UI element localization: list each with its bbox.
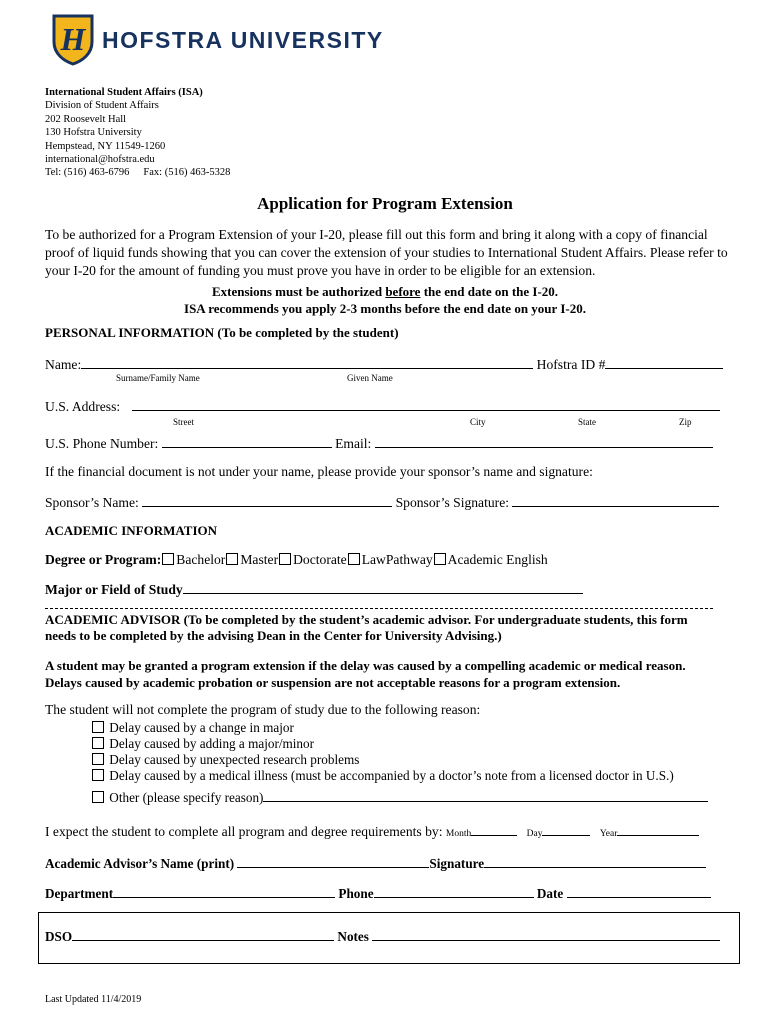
reason-label: Delay caused by unexpected research problems [109, 752, 360, 767]
signature-field[interactable] [484, 855, 706, 868]
advisor-name-row [45, 855, 706, 872]
checkbox-academic-english[interactable] [434, 553, 446, 565]
section-divider [45, 608, 713, 609]
name-field[interactable] [81, 356, 533, 369]
checkbox-reason-major-change[interactable] [92, 721, 104, 733]
surname-sublabel: Surname/Family Name [116, 373, 200, 383]
sponsor-signature-label: Sponsor’s Signature: [395, 495, 510, 510]
checkbox-reason-other[interactable] [92, 791, 104, 803]
advisor-name-field[interactable] [237, 855, 429, 868]
zip-sublabel: Zip [679, 417, 692, 427]
office-email: international@hofstra.edu [45, 154, 155, 166]
reason-label: Delay caused by a change in major [109, 720, 294, 735]
checkbox-doctorate[interactable] [279, 553, 291, 565]
extension-notice [0, 284, 770, 300]
sponsor-name-label: Sponsor’s Name: [45, 495, 139, 510]
option-label: Pathway [385, 552, 433, 567]
expected-completion-row [45, 823, 699, 840]
state-sublabel: State [578, 417, 596, 427]
svg-text:H: H [60, 21, 86, 57]
degree-row [45, 552, 548, 568]
year-label: Year [599, 829, 618, 839]
office-phone-fax [45, 166, 230, 179]
major-label: Major or Field of Study [45, 582, 183, 597]
phone-label: U.S. Phone Number: [45, 436, 159, 451]
form-title: Application for Program Extension [257, 194, 513, 213]
option-label: Doctorate [293, 552, 347, 567]
option-label: Academic English [447, 552, 548, 567]
option-label: Bachelor [176, 552, 226, 567]
date-field[interactable] [567, 885, 711, 898]
office-name: International Student Affairs (ISA) [45, 87, 203, 98]
advisor-heading: ACADEMIC ADVISOR (To be completed by the student’s academic advisor. For undergraduate students, this form needs to be completed by the advising Dean in the Center for University Advising.) [45, 612, 688, 643]
department-row [45, 885, 711, 902]
checkbox-reason-add-major[interactable] [92, 737, 104, 749]
signature-label: Signature [429, 856, 485, 871]
reason-label: Delay caused by adding a major/minor [109, 736, 315, 751]
checkbox-reason-medical[interactable] [92, 769, 104, 781]
year-field[interactable] [617, 823, 699, 836]
reason-label: Other (please specify reason) [109, 790, 264, 805]
address-label: U.S. Address: [45, 399, 121, 414]
notice-text: the end date on the I-20. [420, 284, 559, 299]
address-line: Hempstead, NY 11549-1260 [45, 140, 166, 152]
intro-paragraph: To be authorized for a Program Extension of your I-20, please fill out this form and bring it along with a copy of financial proof of liquid funds showing that you can cover the extension of your studies to International Student Affairs. Please refer to your I-20 for the amount of funding you must prove you have in order to be eligible for an extension. [45, 227, 728, 278]
sponsor-note: If the financial document is not under your name, please provide your sponsor’s name and signature: [45, 464, 593, 479]
checkbox-law[interactable] [348, 553, 360, 565]
personal-info-heading: PERSONAL INFORMATION (To be completed by the student) [45, 325, 399, 340]
given-name-sublabel: Given Name [347, 373, 393, 383]
dso-notes-row [45, 928, 720, 945]
sponsor-name-field[interactable] [142, 494, 392, 507]
university-logo [50, 14, 384, 66]
phone-field[interactable] [162, 435, 332, 448]
major-row [45, 581, 583, 598]
day-field[interactable] [542, 823, 590, 836]
day-label: Day [526, 829, 543, 839]
advisor-name-label: Academic Advisor’s Name (print) [45, 856, 235, 871]
shield-logo-icon [50, 14, 96, 66]
phone-label: Phone [338, 886, 374, 901]
email-label: Email: [335, 436, 372, 451]
notes-field[interactable] [372, 928, 720, 941]
notice-emphasis: before [385, 284, 421, 299]
address-field[interactable] [132, 398, 720, 411]
dso-field[interactable] [72, 928, 334, 941]
checkbox-reason-research[interactable] [92, 753, 104, 765]
notes-label: Notes [337, 929, 369, 944]
month-field[interactable] [471, 823, 517, 836]
policy-text: A student may be granted a program extension if the delay was caused by a compelling academic or medical reason. Delays caused by academic probation or suspension are not acceptable reasons for a program extension. [45, 658, 686, 690]
last-updated: Last Updated 11/4/2019 [45, 994, 142, 1005]
checkbox-bachelor[interactable] [162, 553, 174, 565]
hofstra-id-field[interactable] [605, 356, 723, 369]
office-tel: Tel: (516) 463-6796 [45, 167, 130, 179]
street-sublabel: Street [173, 417, 194, 427]
option-label: Law [361, 552, 386, 567]
degree-label: Degree or Program: [45, 552, 162, 567]
reason-item [91, 752, 708, 768]
reason-label: Delay caused by a medical illness (must be accompanied by a doctor’s note from a licensed doctor in U.S.) [109, 768, 674, 783]
division: Division of Student Affairs [45, 100, 159, 112]
city-sublabel: City [470, 417, 486, 427]
phone-email-row [45, 435, 713, 452]
university-name: HOFSTRA UNIVERSITY [102, 26, 384, 53]
academic-info-heading: ACADEMIC INFORMATION [45, 523, 218, 538]
address-line: 130 Hofstra University [45, 127, 142, 139]
address-line: 202 Roosevelt Hall [45, 113, 127, 125]
recommendation-notice: ISA recommends you apply 2-3 months before the end date on your I-20. [184, 301, 586, 316]
department-field[interactable] [113, 885, 335, 898]
name-label: Name: [45, 357, 82, 372]
office-fax: Fax: (516) 463-5328 [143, 167, 231, 179]
other-reason-field[interactable] [263, 789, 708, 802]
address-row [45, 398, 720, 415]
expect-label: I expect the student to complete all program and degree requirements by: [45, 824, 443, 839]
office-address-block [45, 86, 230, 180]
reason-list [91, 720, 708, 805]
reason-item [91, 768, 708, 784]
checkbox-master[interactable] [226, 553, 238, 565]
advisor-phone-field[interactable] [374, 885, 534, 898]
notice-text: Extensions must be authorized [211, 284, 386, 299]
month-label: Month [445, 829, 472, 839]
reason-item [91, 789, 708, 805]
option-label: Master [240, 552, 279, 567]
dso-label: DSO [45, 929, 73, 944]
sponsor-signature-field[interactable] [512, 494, 719, 507]
reason-item [91, 736, 708, 752]
hofstra-id-label: Hofstra ID # [536, 357, 606, 372]
name-row [45, 356, 723, 373]
department-label: Department [45, 886, 114, 901]
email-field[interactable] [375, 435, 713, 448]
reason-intro: The student will not complete the program of study due to the following reason: [45, 702, 481, 717]
sponsor-row [45, 494, 719, 511]
reason-item [91, 720, 708, 736]
date-label: Date [536, 886, 564, 901]
major-field[interactable] [183, 581, 583, 594]
